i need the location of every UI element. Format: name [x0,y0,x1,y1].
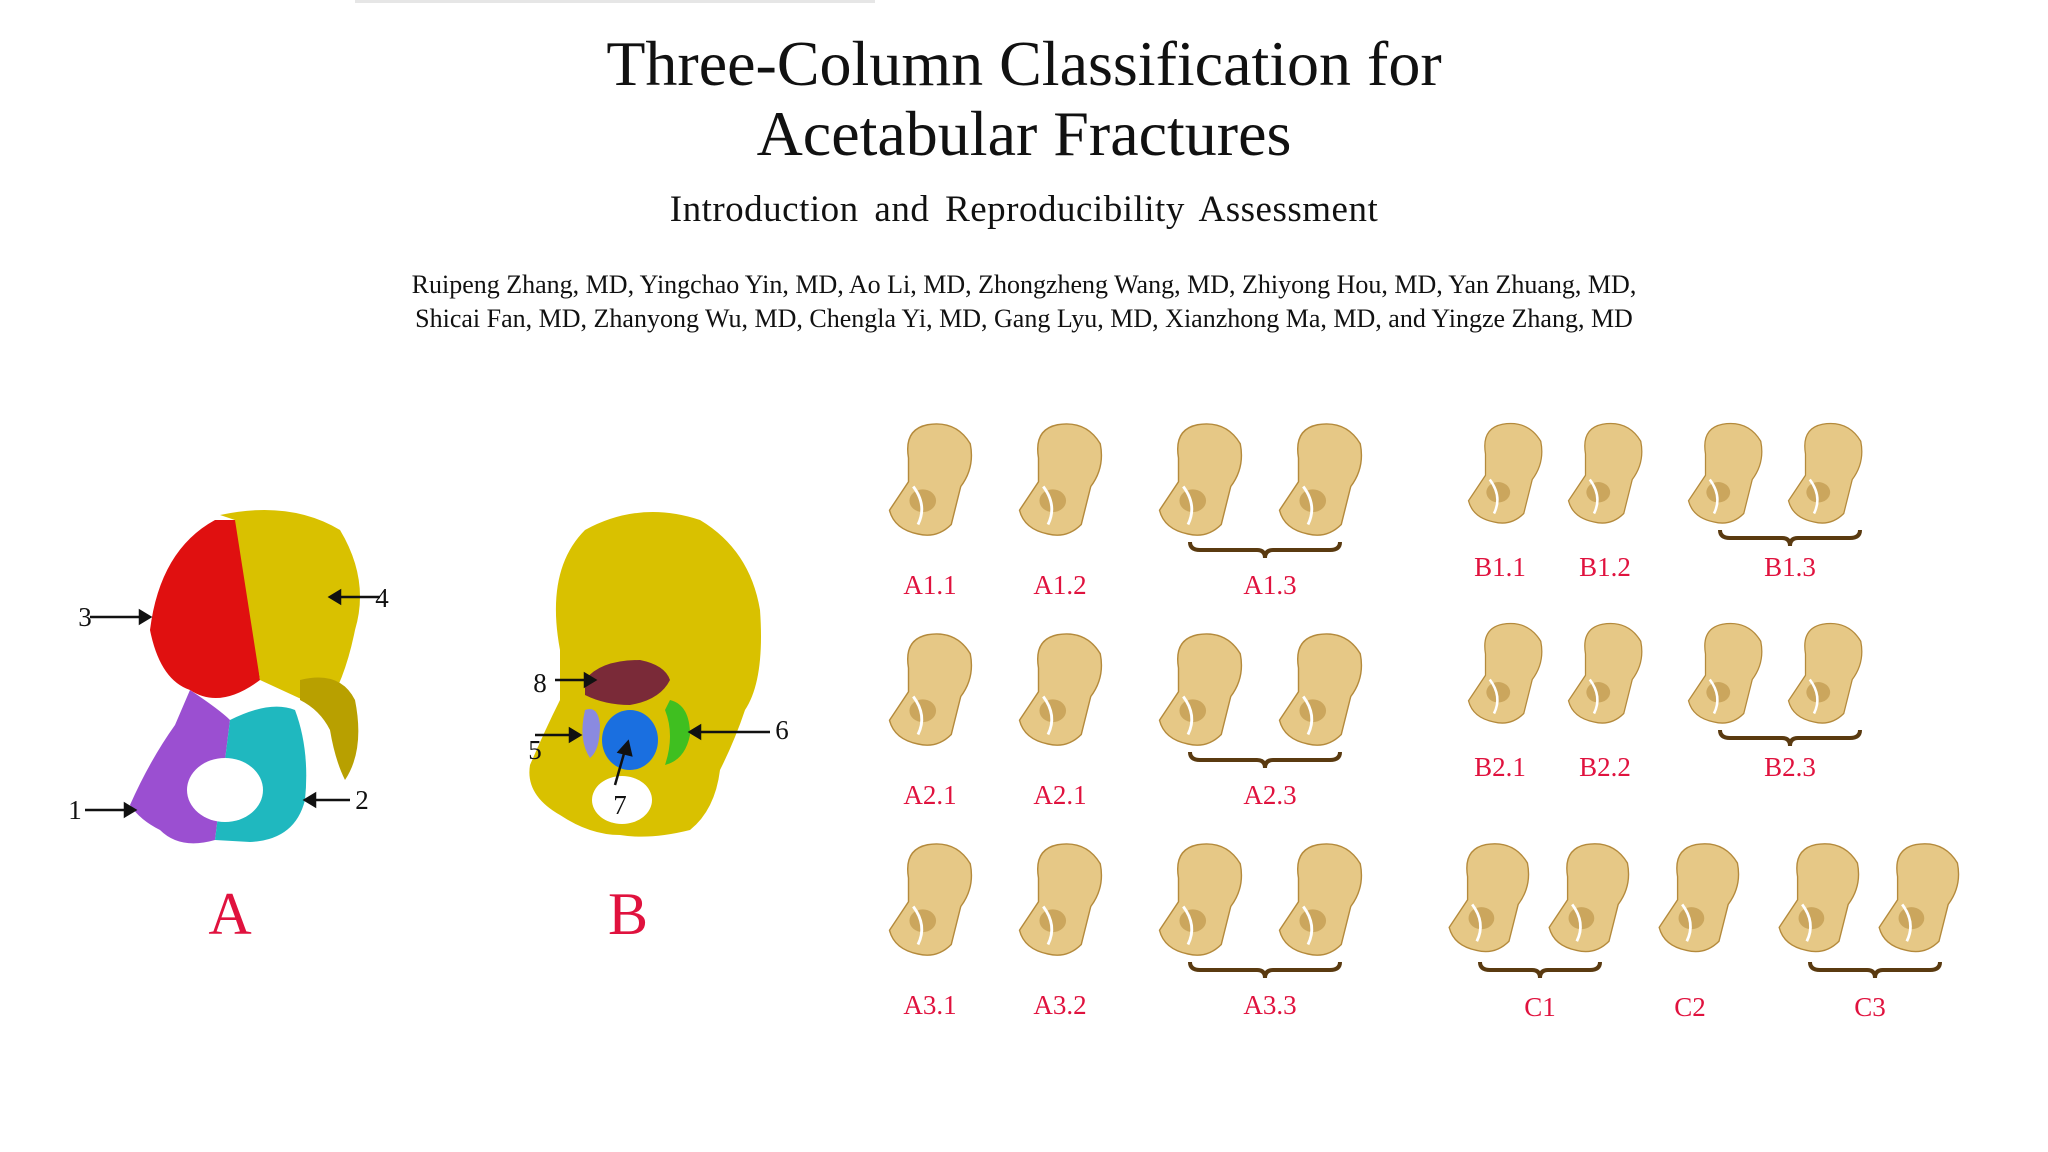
fracture-label: C3 [1854,992,1886,1022]
classification-grid [860,400,1980,1040]
fracture-label: A3.3 [1243,990,1297,1020]
marker-8: 8 [533,668,547,698]
pelvis-icon [1469,424,1542,524]
fracture-label: C2 [1674,992,1706,1022]
fracture-label: B2.3 [1764,752,1816,782]
pelvis-icon [1659,844,1738,952]
top-rule [355,0,875,3]
marker-5: 5 [528,735,542,765]
marker-6: 6 [775,715,789,745]
panel-a-label: A [208,881,252,947]
paper-title-line1: Three-Column Classification for [606,28,1442,99]
group-bracket [1190,542,1340,558]
pelvis-icon [1280,634,1362,745]
group-bracket [1190,752,1340,768]
marker-2: 2 [355,785,369,815]
fracture-label: A1.1 [903,570,957,600]
group-bracket [1720,730,1860,746]
pelvis-icon [1449,844,1528,952]
marker-3: 3 [78,602,92,632]
fracture-label: A1.3 [1243,570,1297,600]
panel-b-illustration [529,512,761,837]
pelvis-icon [1689,424,1762,524]
fracture-label: B2.1 [1474,752,1526,782]
pelvis-icon [1280,424,1362,535]
fracture-label: B1.3 [1764,552,1816,582]
paper-subtitle: Introduction and Reproducibility Assessment [669,189,1379,230]
pelvis-icon [1789,624,1862,724]
authors-line2: Shicai Fan, MD, Zhanyong Wu, MD, Chengla Yi, MD, Gang Lyu, MD, Xianzhong Ma, MD, and Yingze Zhang, MD [415,304,1633,333]
group-bracket [1720,530,1860,546]
fracture-label: A3.2 [1033,990,1087,1020]
pelvis-icon [1879,844,1958,952]
fracture-label: B1.1 [1474,552,1526,582]
pelvis-icon [890,424,972,535]
group-bracket [1190,962,1340,978]
fracture-label: A3.1 [903,990,957,1020]
pelvis-icon [890,844,972,955]
marker-7: 7 [613,790,627,820]
authors-line1: Ruipeng Zhang, MD, Yingchao Yin, MD, Ao Li, MD, Zhongzheng Wang, MD, Zhiyong Hou, MD, Yan Zhuang, MD, [411,270,1637,299]
fracture-label: B1.2 [1579,552,1631,582]
marker-1: 1 [68,795,82,825]
group-bracket [1480,962,1600,978]
pelvis-icon [1160,844,1242,955]
pelvis-icon [1549,844,1628,952]
fracture-label: A2.3 [1243,780,1297,810]
pelvis-icon [1020,844,1102,955]
pelvis-icon [1569,424,1642,524]
pelvis-icon [1020,634,1102,745]
pelvis-icon [1689,624,1762,724]
group-bracket [1810,962,1940,978]
fracture-label: C1 [1524,992,1556,1022]
pelvis-icon [1789,424,1862,524]
panel-a-illustration [130,510,360,843]
pelvis-icon [1160,634,1242,745]
fracture-label: A1.2 [1033,570,1087,600]
pelvis-icon [1020,424,1102,535]
pelvis-icon [1569,624,1642,724]
marker-4: 4 [375,583,389,613]
pelvis-icon [1280,844,1362,955]
pelvis-icon [1779,844,1858,952]
fracture-label: B2.2 [1579,752,1631,782]
panel-b-label: B [607,881,649,947]
fracture-label: A2.1 [1033,780,1087,810]
fracture-label: A2.1 [903,780,957,810]
pelvis-column-figure [0,380,820,940]
pelvis-icon [1469,624,1542,724]
pelvis-icon [890,634,972,745]
paper-title-line2: Acetabular Fractures [756,98,1292,169]
pelvis-icon [1160,424,1242,535]
